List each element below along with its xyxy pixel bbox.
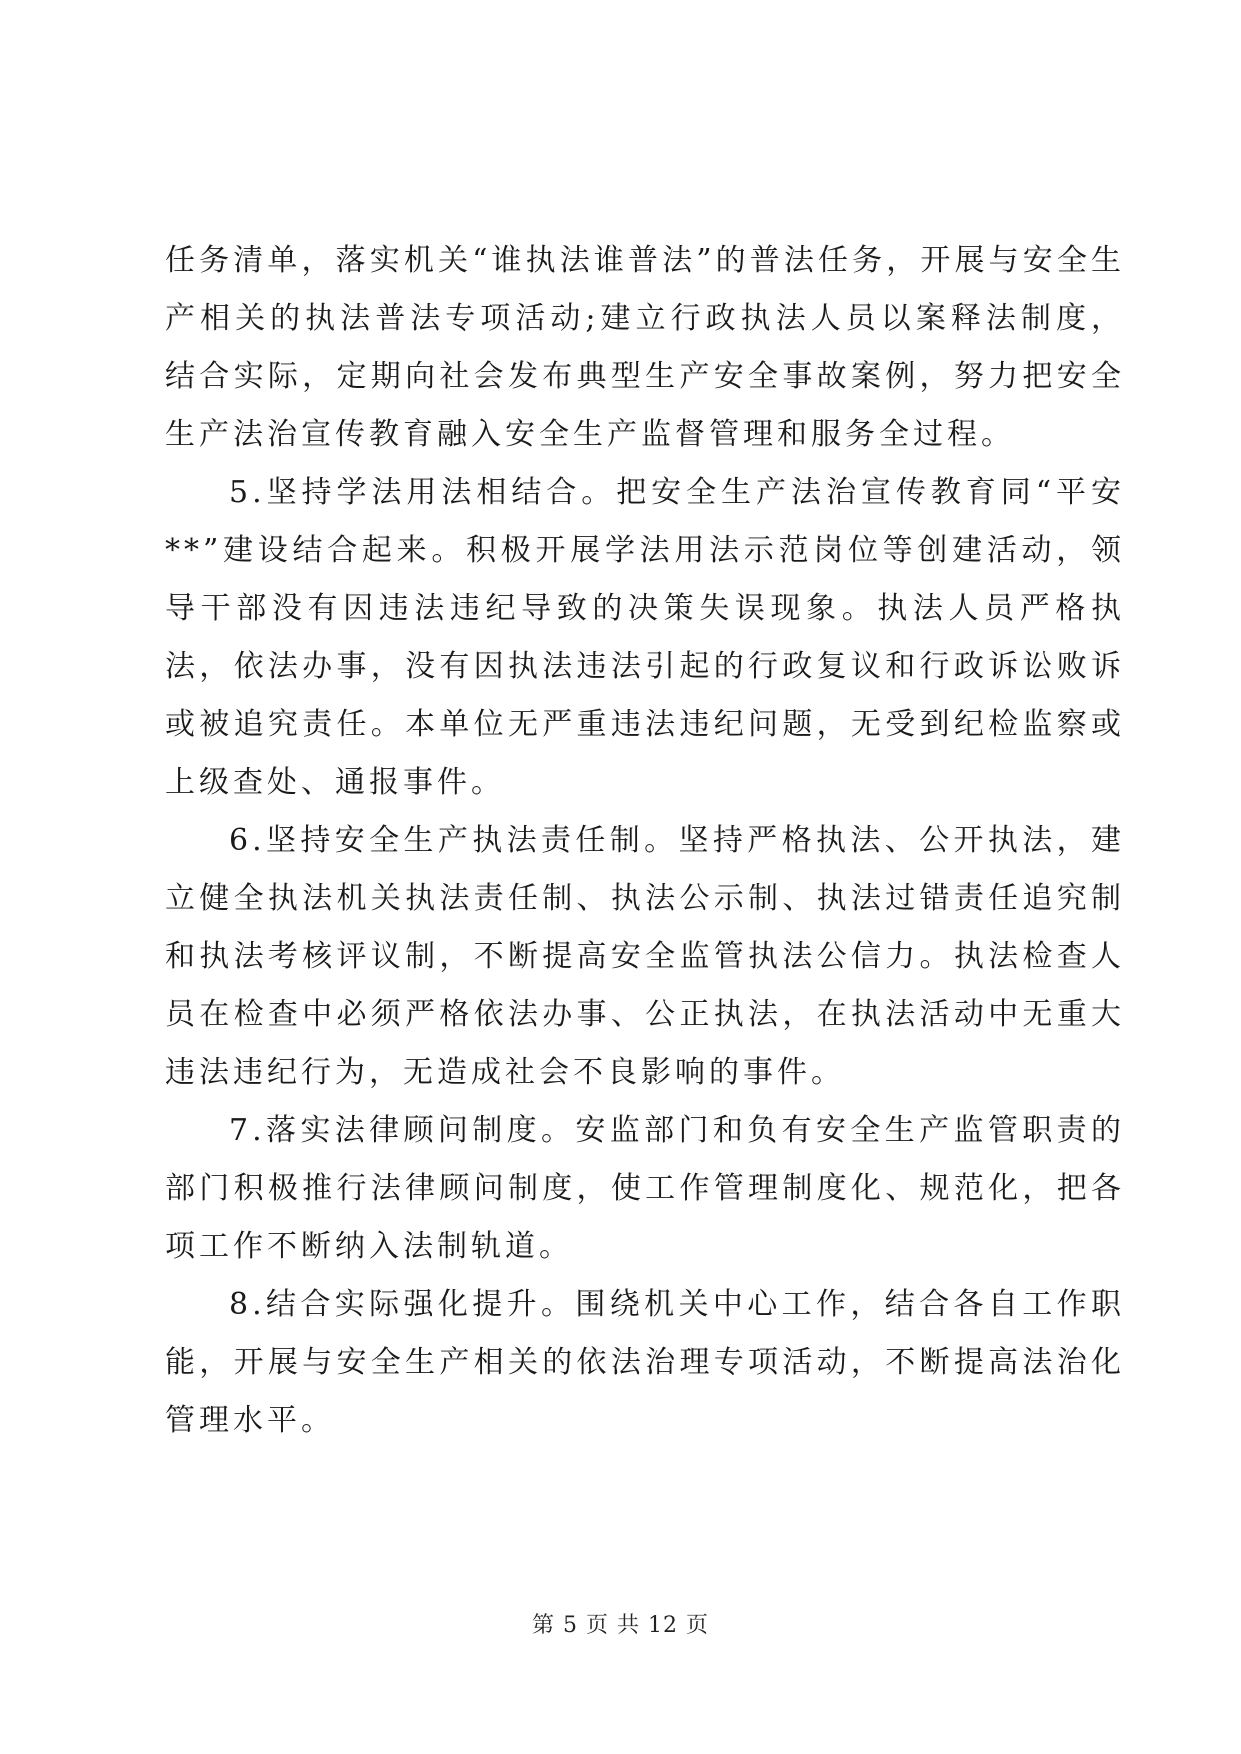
page-number-footer: 第 5 页 共 12 页 (532, 1613, 709, 1638)
paragraph-item-5: 5.坚持学法用法相结合。把安全生产法治宣传教育同“平安**”建设结合起来。积极开展学法用法示范岗位等创建活动，领导干部没有因违法违纪导致的决策失误现象。执法人员严格执法，依法办事，没有因执法违法引起的行政复议和行政诉讼败诉或被追究责任。本单位无严重违法违纪问题，无受到纪检监察或上级查处、通报事件。 (165, 475, 1125, 800)
paragraph-item-7: 7.落实法律顾问制度。安监部门和负有安全生产监管职责的部门积极推行法律顾问制度，使工作管理制度化、规范化，把各项工作不断纳入法制轨道。 (165, 1113, 1125, 1264)
paragraph-continuation: 任务清单，落实机关“谁执法谁普法”的普法任务，开展与安全生产相关的执法普法专项活动;建立行政执法人员以案释法制度，结合实际，定期向社会发布典型生产安全事故案例，努力把安全生产法治宣传教育融入安全生产监督管理和服务全过程。 (165, 243, 1125, 452)
paragraph-item-8: 8.结合实际强化提升。围绕机关中心工作，结合各自工作职能，开展与安全生产相关的依法治理专项活动，不断提高法治化管理水平。 (165, 1287, 1125, 1438)
document-body (165, 232, 1125, 1450)
paragraph-item-6: 6.坚持安全生产执法责任制。坚持严格执法、公开执法，建立健全执法机关执法责任制、执法公示制、执法过错责任追究制和执法考核评议制，不断提高安全监管执法公信力。执法检查人员在检查中必须严格依法办事、公正执法，在执法活动中无重大违法违纪行为，无造成社会不良影响的事件。 (165, 823, 1125, 1090)
